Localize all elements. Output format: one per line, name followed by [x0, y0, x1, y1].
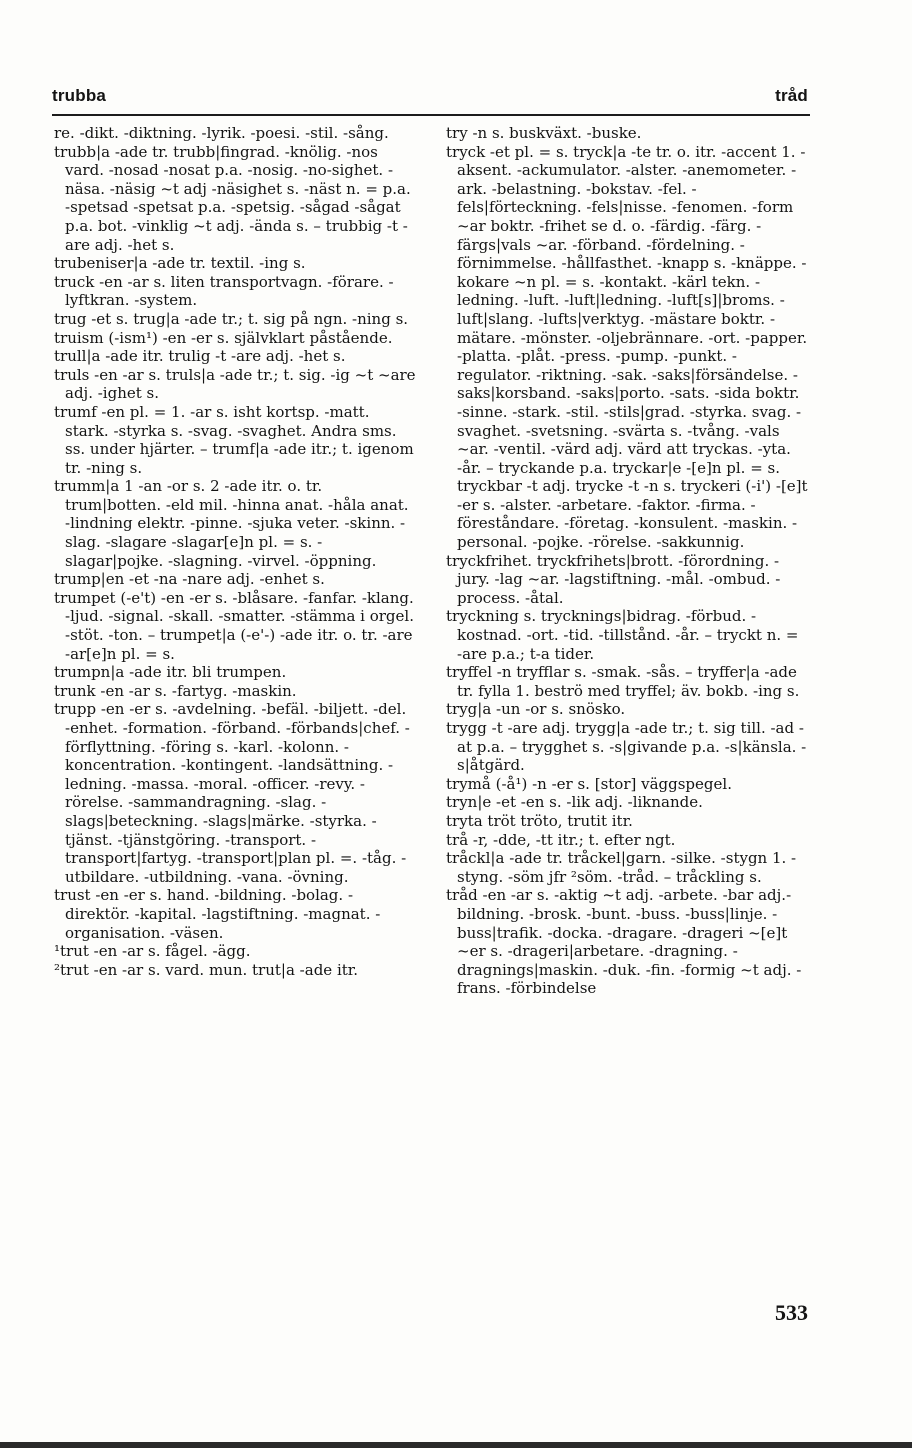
- dictionary-entry: truism (-ism¹) -en -er s. självklart påstående.: [54, 328, 393, 347]
- dictionary-entry: tryg|a -un -or s. snösko.: [446, 700, 626, 719]
- dictionary-entry: ²trut -en -ar s. vard. mun. trut|a -ade itr.: [54, 960, 359, 979]
- dictionary-entry: trå -r, -dde, -tt itr.; t. efter ngt.: [446, 830, 676, 849]
- dictionary-entry: trust -en -er s. hand. -bildning. -bolag. -direktör. -kapital. -lagstiftning. -magnat. -organisation. -väsen.: [54, 886, 381, 942]
- dictionary-entry: trumf -en pl. = 1. -ar s. isht kortsp. -matt. stark. -styrka s. -svag. -svaghet. Andra sms. ss. under hjärter. – trumf|a -ade itr.; t. igenom tr. -ning s.: [54, 402, 414, 477]
- dictionary-entry: tryta tröt tröto, trutit itr.: [446, 811, 633, 830]
- dictionary-entry: trug -et s. trug|a -ade tr.; t. sig på ngn. -ning s.: [54, 309, 409, 328]
- page-number: 533: [775, 1300, 808, 1325]
- right-column: [446, 124, 808, 998]
- dictionary-entry: tryckfrihet. tryckfrihets|brott. -förordning. -jury. -lag ~ar. -lagstiftning. -mål. -ombud. -process. -åtal.: [446, 551, 781, 607]
- dictionary-entry: tryckning s. trycknings|bidrag. -förbud. -kostnad. -ort. -tid. -tillstånd. -år. – tryckt n. = -are p.a.; t-a tider.: [446, 607, 799, 663]
- dictionary-entry: tråckl|a -ade tr. tråckel|garn. -silke. -stygn 1. -styng. -söm jfr ²söm. -tråd. – tråckling s.: [446, 849, 797, 886]
- dictionary-entry: truck -en -ar s. liten transportvagn. -förare. -lyftkran. -system.: [54, 272, 394, 310]
- running-head-left: trubba: [52, 86, 107, 105]
- dictionary-entry: trymå (-å¹) -n -er s. [stor] väggspegel.: [446, 774, 732, 793]
- running-head-right: tråd: [775, 86, 808, 105]
- dictionary-entry: trumm|a 1 -an -or s. 2 -ade itr. o. tr. trum|botten. -eld mil. -hinna anat. -håla anat. -lindning elektr. -pinne. -sjuka veter. -skinn. -slag. -slagare -slagar[e]n pl. = s. -slagar|pojke. -slagning. -virvel. -öppning.: [54, 477, 409, 570]
- dictionary-entry: tryck -et pl. = s. tryck|a -te tr. o. itr. -accent 1. -aksent. -ackumulator. -alster. -anemometer. -ark. -belastning. -bokstav. -fel. -fels|förteckning. -fels|nisse. -fenomen. -form ~ar boktr. -frihet se d. o. -färdig. -färg. -färgs|vals ~ar. -förband. -fördelning. -förnimmelse. -hållfasthet. -knapp s. -knäppe. -kokare ~n pl. = s. -kontakt. -kärl tekn. -ledning. -luft. -luft|ledning. -luft[s]|broms. -luft|slang. -lufts|verktyg. -mästare boktr. -mätare. -mönster. -oljebrännare. -ort. -papper. -platta. -plåt. -press. -pump. -punkt. -regulator. -riktning. -sak. -saks|försändelse. -saks|korsband. -saks|porto. -sats. -sida boktr. -sinne. -stark. -stil. -stils|grad. -styrka. svag. -svaghet. -svetsning. -svärta s. -tvång. -vals ~ar. -ventil. -värd adj. värd att tryckas. -yta. -år. – tryckande p.a. tryckar|e -[e]n pl. = s. tryckbar -t adj. trycke -t -n s. tryckeri (-i') -[e]t -er s. -alster. -arbetare. -faktor. -firma. -föreståndare. -företag. -konsulent. -maskin. -personal. -pojke. -rörelse. -sakkunnig.: [446, 142, 808, 552]
- dictionary-entry: tryffel -n tryfflar s. -smak. -sås. – tryffer|a -ade tr. fylla 1. beströ med tryffel; äv. bokb. -ing s.: [446, 663, 800, 700]
- scan-edge: [0, 1442, 912, 1448]
- dictionary-entry: tryn|e -et -en s. -lik adj. -liknande.: [446, 793, 703, 812]
- dictionary-entry: trupp -en -er s. -avdelning. -befäl. -biljett. -del. -enhet. -formation. -förband. -förbands|chef. -förflyttning. -föring s. -karl. -kolonn. -koncentration. -kontingent. -landsättning. -ledning. -massa. -moral. -officer. -revy. -rörelse. -sammandragning. -slag. -slags|beteckning. -slags|märke. -styrka. -tjänst. -tjänstgöring. -transport. -transport|fartyg. -transport|plan pl. =. -tåg. -utbildare. -utbildning. -vana. -övning.: [54, 700, 410, 886]
- header-rule: [52, 114, 810, 116]
- dictionary-entry: trubb|a -ade tr. trubb|fingrad. -knölig. -nos vard. -nosad -nosat p.a. -nosig. -no-sighet. -näsa. -näsig ~t adj -näsighet s. -näst n. = p.a. -spetsad -spetsat p.a. -spetsig. -sågad -sågat p.a. bot. -vinklig ~t adj. -ända s. – trubbig -t -are adj. -het s.: [54, 142, 411, 254]
- dictionary-entry: re. -dikt. -diktning. -lyrik. -poesi. -stil. -sång.: [54, 124, 389, 142]
- dictionary-entry: trumpet (-e't) -en -er s. -blåsare. -fanfar. -klang. -ljud. -signal. -skall. -smatter. -stämma i orgel. -stöt. -ton. – trumpet|a (-e'-) -ade itr. o. tr. -are -ar[e]n pl. = s.: [54, 588, 414, 663]
- dictionary-entry: trump|en -et -na -nare adj. -enhet s.: [54, 570, 325, 589]
- dictionary-entry: try -n s. buskväxt. -buske.: [446, 124, 642, 142]
- dictionary-entry: trull|a -ade itr. trulig -t -are adj. -het s.: [54, 347, 346, 366]
- dictionary-entry: tråd -en -ar s. -aktig ~t adj. -arbete. -bar adj.-bildning. -brosk. -bunt. -buss. -buss|linje. -buss|trafik. -docka. -dragare. -drageri ~[e]t ~er s. -drageri|arbetare. -dragning. -dragnings|maskin. -duk. -fin. -formig ~t adj. -frans. -förbindelse: [446, 886, 802, 998]
- dictionary-entry: truls -en -ar s. truls|a -ade tr.; t. sig. -ig ~t ~are adj. -ighet s.: [54, 365, 416, 403]
- left-column: [54, 124, 416, 979]
- dictionary-entry: trumpn|a -ade itr. bli trumpen.: [54, 663, 287, 682]
- dictionary-entry: ¹trut -en -ar s. fågel. -ägg.: [54, 942, 251, 961]
- dictionary-entry: trygg -t -are adj. trygg|a -ade tr.; t. sig till. -ad -at p.a. – trygghet s. -s|givande p.a. -s|känsla. -s|åtgärd.: [446, 719, 807, 775]
- dictionary-entry: trubeniser|a -ade tr. textil. -ing s.: [54, 254, 306, 273]
- dictionary-entry: trunk -en -ar s. -fartyg. -maskin.: [54, 681, 297, 700]
